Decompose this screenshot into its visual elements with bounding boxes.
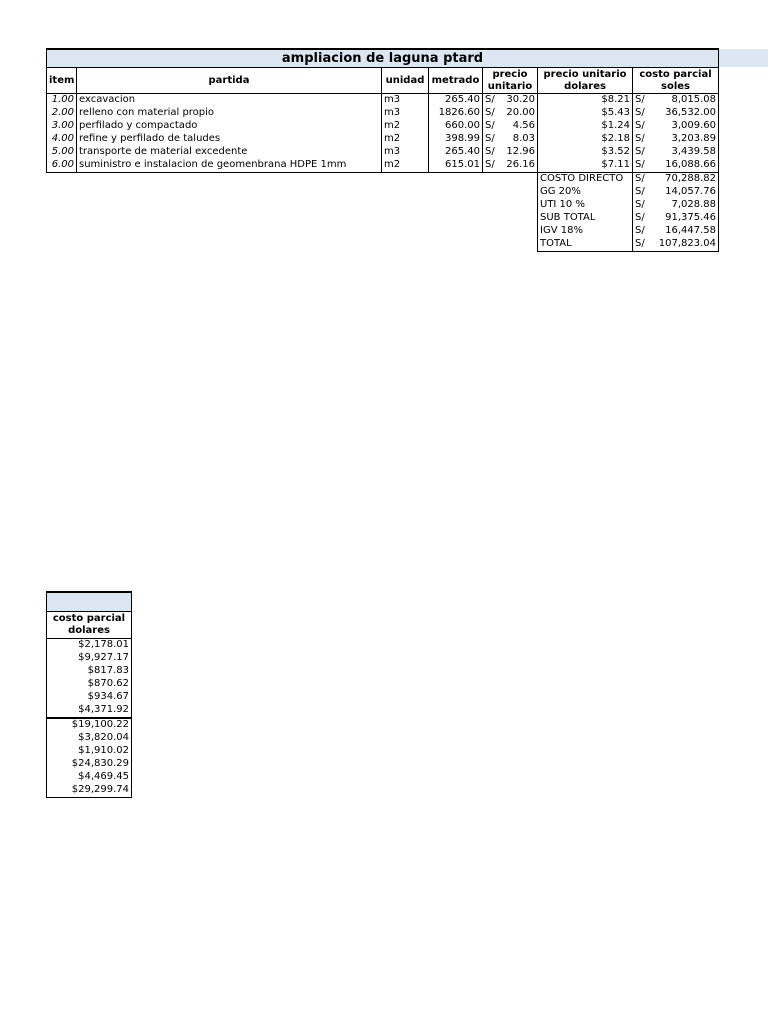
costo-parcial-soles-cell bbox=[633, 107, 719, 120]
costo-parcial-soles-cell bbox=[633, 146, 719, 159]
summary-row bbox=[47, 212, 719, 225]
summary-money bbox=[635, 212, 716, 225]
summary-value-cell bbox=[633, 173, 719, 187]
item-number: 6.00 bbox=[47, 159, 77, 173]
header-row bbox=[47, 68, 719, 94]
partida-text: transporte de material excedente bbox=[77, 146, 382, 159]
precio-unitario-cell bbox=[483, 146, 538, 159]
precio-unitario-dolares-value: $1.24 bbox=[538, 120, 633, 133]
header-fill-extension bbox=[718, 49, 768, 67]
item-number: 1.00 bbox=[47, 94, 77, 108]
currency-symbol: S/ bbox=[635, 133, 645, 145]
costo-parcial-soles-money bbox=[635, 146, 716, 159]
summary-money bbox=[635, 225, 716, 238]
dolares-value: $934.67 bbox=[47, 691, 132, 704]
dolares-row bbox=[47, 652, 132, 665]
currency-symbol: S/ bbox=[485, 146, 495, 158]
metrado-value: 398.99 bbox=[429, 133, 483, 146]
summary-value-cell bbox=[633, 186, 719, 199]
dolares-value: $2,178.01 bbox=[47, 639, 132, 653]
costo-parcial-soles-value: 3,009.60 bbox=[671, 120, 717, 132]
dolares-row bbox=[47, 678, 132, 691]
precio-unitario-money bbox=[485, 159, 535, 172]
summary-row bbox=[47, 238, 719, 252]
precio-unitario-dolares-value: $2.18 bbox=[538, 133, 633, 146]
currency-symbol: S/ bbox=[635, 173, 645, 185]
summary-label: COSTO DIRECTO bbox=[538, 173, 633, 187]
currency-symbol: S/ bbox=[635, 107, 645, 119]
precio-unitario-value: 8.03 bbox=[512, 133, 535, 145]
header-item: item bbox=[47, 68, 77, 94]
summary-value: 7,028.88 bbox=[671, 199, 717, 211]
costo-parcial-soles-cell bbox=[633, 159, 719, 173]
unidad-text: m2 bbox=[382, 120, 429, 133]
dolares-value: $29,299.74 bbox=[47, 784, 132, 798]
precio-unitario-money bbox=[485, 94, 535, 107]
costo-parcial-soles-value: 16,088.66 bbox=[665, 159, 717, 171]
precio-unitario-money bbox=[485, 146, 535, 159]
currency-symbol: S/ bbox=[485, 159, 495, 171]
costo-parcial-soles-cell bbox=[633, 94, 719, 108]
costo-parcial-soles-money bbox=[635, 133, 716, 146]
summary-row bbox=[47, 225, 719, 238]
header-costo-parcial-soles: costo parcial soles bbox=[633, 68, 719, 94]
summary-value: 16,447.58 bbox=[665, 225, 717, 237]
dolares-value: $1,910.02 bbox=[47, 745, 132, 758]
precio-unitario-cell bbox=[483, 133, 538, 146]
summary-money bbox=[635, 238, 716, 251]
empty-space bbox=[47, 212, 538, 225]
summary-value: 107,823.04 bbox=[658, 238, 717, 250]
precio-unitario-money bbox=[485, 107, 535, 120]
costo-parcial-soles-value: 3,439.58 bbox=[671, 146, 717, 158]
partida-text: suministro e instalacion de geomenbrana HDPE 1mm bbox=[77, 159, 382, 173]
summary-value: 91,375.46 bbox=[665, 212, 717, 224]
precio-unitario-dolares-value: $3.52 bbox=[538, 146, 633, 159]
summary-row bbox=[47, 186, 719, 199]
dolares-value: $4,469.45 bbox=[47, 771, 132, 784]
header-precio-unitario-dolares: precio unitario dolares bbox=[538, 68, 633, 94]
precio-unitario-cell bbox=[483, 159, 538, 173]
precio-unitario-value: 20.00 bbox=[506, 107, 535, 119]
header-metrado: metrado bbox=[429, 68, 483, 94]
budget-table bbox=[46, 48, 719, 252]
summary-label: SUB TOTAL bbox=[538, 212, 633, 225]
unidad-text: m2 bbox=[382, 133, 429, 146]
currency-symbol: S/ bbox=[485, 94, 495, 106]
dolares-value: $19,100.22 bbox=[47, 718, 132, 732]
dolares-table bbox=[46, 591, 132, 798]
item-number: 3.00 bbox=[47, 120, 77, 133]
costo-parcial-soles-cell bbox=[633, 133, 719, 146]
summary-row bbox=[47, 199, 719, 212]
item-number: 5.00 bbox=[47, 146, 77, 159]
partida-text: perfilado y compactado bbox=[77, 120, 382, 133]
dolares-value: $817.83 bbox=[47, 665, 132, 678]
costo-parcial-soles-value: 3,203.89 bbox=[671, 133, 717, 145]
summary-label: IGV 18% bbox=[538, 225, 633, 238]
summary-value-cell bbox=[633, 225, 719, 238]
currency-symbol: S/ bbox=[635, 225, 645, 237]
sheet-title: ampliacion de laguna ptard bbox=[47, 49, 719, 68]
currency-symbol: S/ bbox=[635, 159, 645, 171]
currency-symbol: S/ bbox=[635, 94, 645, 106]
dolares-row bbox=[47, 732, 132, 745]
costo-parcial-soles-money bbox=[635, 120, 716, 133]
precio-unitario-value: 30.20 bbox=[506, 94, 535, 106]
header-partida: partida bbox=[77, 68, 382, 94]
table-row bbox=[47, 107, 719, 120]
costo-parcial-soles-money bbox=[635, 159, 716, 172]
metrado-value: 265.40 bbox=[429, 146, 483, 159]
dolares-value: $870.62 bbox=[47, 678, 132, 691]
table-row bbox=[47, 94, 719, 108]
empty-space bbox=[47, 238, 538, 252]
dolares-header: costo parcial dolares bbox=[47, 612, 132, 639]
metrado-value: 660.00 bbox=[429, 120, 483, 133]
summary-value: 70,288.82 bbox=[665, 173, 717, 185]
precio-unitario-dolares-value: $7.11 bbox=[538, 159, 633, 173]
metrado-value: 615.01 bbox=[429, 159, 483, 173]
partida-text: relleno con material propio bbox=[77, 107, 382, 120]
summary-value-cell bbox=[633, 199, 719, 212]
unidad-text: m3 bbox=[382, 146, 429, 159]
item-number: 4.00 bbox=[47, 133, 77, 146]
header-unidad: unidad bbox=[382, 68, 429, 94]
metrado-value: 265.40 bbox=[429, 94, 483, 108]
dolares-value: $9,927.17 bbox=[47, 652, 132, 665]
currency-symbol: S/ bbox=[635, 186, 645, 198]
precio-unitario-value: 4.56 bbox=[512, 120, 535, 132]
precio-unitario-dolares-value: $8.21 bbox=[538, 94, 633, 108]
currency-symbol: S/ bbox=[635, 238, 645, 250]
summary-money bbox=[635, 199, 716, 212]
summary-value-cell bbox=[633, 212, 719, 225]
precio-unitario-cell bbox=[483, 94, 538, 108]
precio-unitario-value: 12.96 bbox=[506, 146, 535, 158]
currency-symbol: S/ bbox=[485, 120, 495, 132]
table-row bbox=[47, 159, 719, 173]
costo-parcial-soles-value: 36,532.00 bbox=[665, 107, 717, 119]
precio-unitario-money bbox=[485, 120, 535, 133]
table-row bbox=[47, 120, 719, 133]
dolares-row bbox=[47, 784, 132, 798]
dolares-row bbox=[47, 745, 132, 758]
precio-unitario-cell bbox=[483, 107, 538, 120]
summary-value: 14,057.76 bbox=[665, 186, 717, 198]
precio-unitario-money bbox=[485, 133, 535, 146]
item-number: 2.00 bbox=[47, 107, 77, 120]
table-row bbox=[47, 133, 719, 146]
summary-label: GG 20% bbox=[538, 186, 633, 199]
empty-space bbox=[47, 225, 538, 238]
summary-label: UTI 10 % bbox=[538, 199, 633, 212]
table-row bbox=[47, 146, 719, 159]
dolares-row bbox=[47, 704, 132, 718]
precio-unitario-dolares-value: $5.43 bbox=[538, 107, 633, 120]
empty-space bbox=[47, 173, 538, 187]
empty-space bbox=[47, 186, 538, 199]
unidad-text: m3 bbox=[382, 107, 429, 120]
dolares-row bbox=[47, 639, 132, 653]
summary-money bbox=[635, 186, 716, 199]
precio-unitario-value: 26.16 bbox=[506, 159, 535, 171]
costo-parcial-soles-money bbox=[635, 107, 716, 120]
dolares-row bbox=[47, 718, 132, 732]
unidad-text: m2 bbox=[382, 159, 429, 173]
dolares-row bbox=[47, 665, 132, 678]
empty-space bbox=[47, 199, 538, 212]
currency-symbol: S/ bbox=[485, 107, 495, 119]
partida-text: excavacion bbox=[77, 94, 382, 108]
dolares-row bbox=[47, 758, 132, 771]
summary-row bbox=[47, 173, 719, 187]
costo-parcial-soles-value: 8,015.08 bbox=[671, 94, 717, 106]
dolares-value: $3,820.04 bbox=[47, 732, 132, 745]
costo-parcial-soles-money bbox=[635, 94, 716, 107]
dolares-header-fill bbox=[47, 592, 132, 612]
currency-symbol: S/ bbox=[635, 212, 645, 224]
header-precio-unitario: precio unitario bbox=[483, 68, 538, 94]
partida-text: refine y perfilado de taludes bbox=[77, 133, 382, 146]
summary-label: TOTAL bbox=[538, 238, 633, 252]
dolares-row bbox=[47, 691, 132, 704]
unidad-text: m3 bbox=[382, 94, 429, 108]
currency-symbol: S/ bbox=[485, 133, 495, 145]
metrado-value: 1826.60 bbox=[429, 107, 483, 120]
dolares-value: $4,371.92 bbox=[47, 704, 132, 718]
summary-money bbox=[635, 173, 716, 186]
currency-symbol: S/ bbox=[635, 120, 645, 132]
currency-symbol: S/ bbox=[635, 199, 645, 211]
precio-unitario-cell bbox=[483, 120, 538, 133]
dolares-row bbox=[47, 771, 132, 784]
summary-value-cell bbox=[633, 238, 719, 252]
dolares-value: $24,830.29 bbox=[47, 758, 132, 771]
costo-parcial-soles-cell bbox=[633, 120, 719, 133]
currency-symbol: S/ bbox=[635, 146, 645, 158]
